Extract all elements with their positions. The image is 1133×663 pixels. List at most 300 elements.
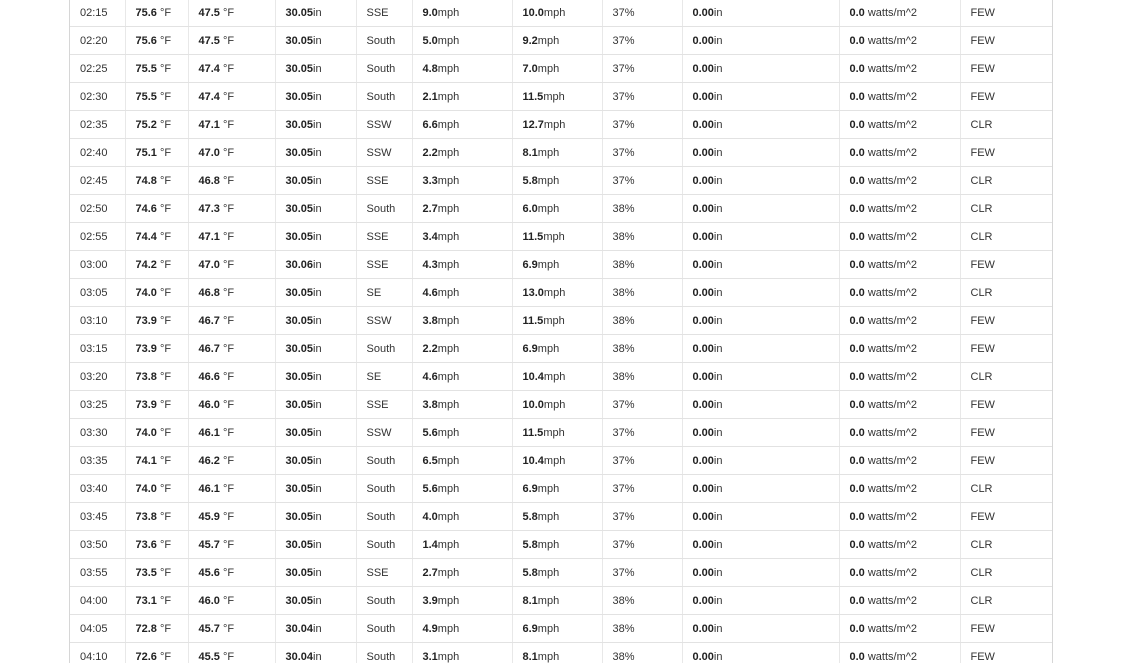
wind-direction-cell <box>356 643 412 663</box>
humidity-cell <box>602 503 682 531</box>
temperature-cell <box>125 307 188 335</box>
temperature-cell <box>125 139 188 167</box>
precip-value: 0.00 <box>692 482 714 495</box>
conditions-cell <box>960 643 1052 663</box>
solar-value: 0.0 <box>849 510 865 523</box>
solar-unit: watts/m^2 <box>867 230 918 243</box>
wind-gust-unit: mph <box>537 566 560 579</box>
pressure-unit: in <box>313 454 322 467</box>
dew-point-unit: °F <box>222 538 235 551</box>
wind-direction-text: SSE <box>366 230 389 243</box>
wind-gust-cell <box>512 27 602 55</box>
wind-speed-unit: mph <box>437 342 460 355</box>
pressure-value: 30.05 <box>285 34 314 47</box>
pressure-unit: in <box>313 62 322 75</box>
solar-unit: watts/m^2 <box>867 6 918 19</box>
solar-cell <box>839 643 960 663</box>
wind-gust-value: 8.1 <box>522 594 538 607</box>
dew-point-cell <box>188 111 275 139</box>
dew-point-unit: °F <box>222 6 235 19</box>
precip-value: 0.00 <box>692 202 714 215</box>
wind-gust-unit: mph <box>537 34 560 47</box>
humidity-text: 38% <box>612 622 635 635</box>
wind-direction-text: South <box>366 202 396 215</box>
solar-unit: watts/m^2 <box>867 482 918 495</box>
humidity-text: 37% <box>612 62 635 75</box>
humidity-cell <box>602 363 682 391</box>
dew-point-value: 47.1 <box>198 230 220 243</box>
solar-unit: watts/m^2 <box>867 202 918 215</box>
solar-value: 0.0 <box>849 398 865 411</box>
humidity-cell <box>602 335 682 363</box>
time-text: 02:40 <box>80 146 108 159</box>
humidity-text: 37% <box>612 398 635 411</box>
wind-gust-cell <box>512 531 602 559</box>
pressure-unit: in <box>313 286 322 299</box>
wind-speed-value: 2.2 <box>422 342 438 355</box>
temperature-unit: °F <box>159 146 172 159</box>
wind-speed-cell <box>412 419 512 447</box>
wind-direction-cell <box>356 111 412 139</box>
humidity-cell <box>602 55 682 83</box>
time-cell <box>70 167 125 195</box>
precip-cell <box>682 615 839 643</box>
time-text: 02:45 <box>80 174 108 187</box>
temperature-cell <box>125 251 188 279</box>
dew-point-value: 45.6 <box>198 566 220 579</box>
humidity-text: 38% <box>612 342 635 355</box>
time-text: 03:50 <box>80 538 108 551</box>
dew-point-value: 47.3 <box>198 202 220 215</box>
wind-direction-cell <box>356 447 412 475</box>
conditions-cell <box>960 419 1052 447</box>
pressure-value: 30.05 <box>285 174 314 187</box>
time-text: 03:25 <box>80 398 108 411</box>
conditions-text: CLR <box>970 482 993 495</box>
wind-gust-value: 6.9 <box>522 342 538 355</box>
pressure-value: 30.05 <box>285 594 314 607</box>
dew-point-unit: °F <box>222 118 235 131</box>
temperature-cell <box>125 447 188 475</box>
dew-point-value: 47.1 <box>198 118 220 131</box>
temperature-value: 72.8 <box>135 622 157 635</box>
temperature-cell <box>125 335 188 363</box>
wind-gust-cell <box>512 643 602 663</box>
dew-point-unit: °F <box>222 398 235 411</box>
solar-cell <box>839 83 960 111</box>
time-text: 03:05 <box>80 286 108 299</box>
dew-point-unit: °F <box>222 230 235 243</box>
time-text: 03:40 <box>80 482 108 495</box>
temperature-value: 74.8 <box>135 174 157 187</box>
dew-point-cell <box>188 419 275 447</box>
wind-direction-cell <box>356 0 412 27</box>
wind-speed-unit: mph <box>437 62 460 75</box>
pressure-cell <box>275 0 356 27</box>
humidity-text: 37% <box>612 146 635 159</box>
wind-gust-unit: mph <box>537 62 560 75</box>
precip-unit: in <box>713 454 723 467</box>
humidity-cell <box>602 447 682 475</box>
pressure-cell <box>275 223 356 251</box>
wind-direction-text: SSE <box>366 258 389 271</box>
wind-direction-text: South <box>366 594 396 607</box>
solar-cell <box>839 251 960 279</box>
precip-cell <box>682 0 839 27</box>
solar-unit: watts/m^2 <box>867 594 918 607</box>
dew-point-value: 45.5 <box>198 650 220 663</box>
precip-cell <box>682 447 839 475</box>
conditions-text: FEW <box>970 258 995 271</box>
wind-speed-unit: mph <box>437 314 460 327</box>
solar-cell <box>839 307 960 335</box>
solar-cell <box>839 587 960 615</box>
wind-gust-cell <box>512 0 602 27</box>
precip-cell <box>682 195 839 223</box>
solar-value: 0.0 <box>849 90 865 103</box>
time-cell <box>70 559 125 587</box>
table-row <box>70 363 1052 391</box>
time-text: 03:10 <box>80 314 108 327</box>
humidity-text: 37% <box>612 538 635 551</box>
wind-direction-cell <box>356 139 412 167</box>
precip-cell <box>682 335 839 363</box>
precip-unit: in <box>713 174 723 187</box>
wind-speed-cell <box>412 503 512 531</box>
solar-unit: watts/m^2 <box>867 62 918 75</box>
conditions-text: CLR <box>970 174 993 187</box>
solar-unit: watts/m^2 <box>867 426 918 439</box>
humidity-cell <box>602 531 682 559</box>
pressure-unit: in <box>313 650 322 663</box>
wind-direction-text: South <box>366 342 396 355</box>
conditions-text: CLR <box>970 230 993 243</box>
wind-gust-unit: mph <box>537 174 560 187</box>
wind-speed-cell <box>412 559 512 587</box>
conditions-cell <box>960 615 1052 643</box>
humidity-cell <box>602 139 682 167</box>
dew-point-unit: °F <box>222 174 235 187</box>
dew-point-cell <box>188 615 275 643</box>
table-row <box>70 447 1052 475</box>
solar-cell <box>839 475 960 503</box>
pressure-cell <box>275 335 356 363</box>
temperature-unit: °F <box>159 6 172 19</box>
time-text: 03:45 <box>80 510 108 523</box>
precip-value: 0.00 <box>692 90 714 103</box>
table-row <box>70 643 1052 663</box>
temperature-unit: °F <box>159 510 172 523</box>
temperature-cell <box>125 643 188 663</box>
precip-value: 0.00 <box>692 370 714 383</box>
pressure-value: 30.05 <box>285 6 314 19</box>
dew-point-value: 46.2 <box>198 454 220 467</box>
dew-point-value: 46.6 <box>198 370 220 383</box>
time-cell <box>70 279 125 307</box>
solar-cell <box>839 391 960 419</box>
dew-point-unit: °F <box>222 342 235 355</box>
temperature-value: 75.6 <box>135 6 157 19</box>
conditions-cell <box>960 251 1052 279</box>
pressure-cell <box>275 111 356 139</box>
wind-gust-unit: mph <box>537 622 560 635</box>
wind-direction-text: South <box>366 90 396 103</box>
conditions-text: CLR <box>970 370 993 383</box>
precip-value: 0.00 <box>692 174 714 187</box>
wind-direction-text: SSE <box>366 6 389 19</box>
dew-point-value: 46.8 <box>198 174 220 187</box>
wind-speed-value: 6.5 <box>422 454 438 467</box>
conditions-text: FEW <box>970 398 995 411</box>
dew-point-cell <box>188 223 275 251</box>
temperature-value: 74.2 <box>135 258 157 271</box>
humidity-text: 38% <box>612 650 635 663</box>
time-text: 02:15 <box>80 6 108 19</box>
solar-unit: watts/m^2 <box>867 650 918 663</box>
solar-value: 0.0 <box>849 6 865 19</box>
conditions-cell <box>960 195 1052 223</box>
conditions-text: FEW <box>970 146 995 159</box>
wind-direction-text: South <box>366 538 396 551</box>
dew-point-unit: °F <box>222 146 235 159</box>
wind-gust-value: 8.1 <box>522 146 538 159</box>
pressure-unit: in <box>313 594 322 607</box>
solar-cell <box>839 27 960 55</box>
humidity-text: 37% <box>612 6 635 19</box>
pressure-unit: in <box>313 314 322 327</box>
solar-cell <box>839 167 960 195</box>
time-text: 02:50 <box>80 202 108 215</box>
humidity-cell <box>602 223 682 251</box>
time-cell <box>70 335 125 363</box>
humidity-cell <box>602 111 682 139</box>
wind-speed-cell <box>412 391 512 419</box>
pressure-cell <box>275 307 356 335</box>
humidity-text: 38% <box>612 314 635 327</box>
temperature-unit: °F <box>159 370 172 383</box>
time-cell <box>70 307 125 335</box>
time-cell <box>70 587 125 615</box>
time-cell <box>70 475 125 503</box>
wind-gust-cell <box>512 391 602 419</box>
wind-direction-cell <box>356 55 412 83</box>
wind-speed-unit: mph <box>437 258 460 271</box>
precip-unit: in <box>713 342 723 355</box>
dew-point-unit: °F <box>222 258 235 271</box>
conditions-cell <box>960 55 1052 83</box>
precip-cell <box>682 391 839 419</box>
pressure-unit: in <box>313 258 322 271</box>
conditions-cell <box>960 83 1052 111</box>
time-cell <box>70 531 125 559</box>
wind-gust-value: 5.8 <box>522 174 538 187</box>
wind-gust-value: 8.1 <box>522 650 538 663</box>
wind-speed-value: 4.8 <box>422 62 438 75</box>
wind-direction-cell <box>356 167 412 195</box>
humidity-cell <box>602 167 682 195</box>
temperature-value: 74.0 <box>135 426 157 439</box>
pressure-unit: in <box>313 538 322 551</box>
wind-gust-cell <box>512 55 602 83</box>
wind-gust-unit: mph <box>543 370 566 383</box>
pressure-unit: in <box>313 370 322 383</box>
temperature-unit: °F <box>159 62 172 75</box>
wind-gust-cell <box>512 335 602 363</box>
solar-cell <box>839 55 960 83</box>
wind-gust-cell <box>512 167 602 195</box>
wind-gust-value: 10.0 <box>522 6 544 19</box>
conditions-text: FEW <box>970 342 995 355</box>
wind-gust-unit: mph <box>543 6 566 19</box>
wind-direction-text: SSW <box>366 426 392 439</box>
time-cell <box>70 0 125 27</box>
wind-speed-value: 3.1 <box>422 650 438 663</box>
temperature-unit: °F <box>159 538 172 551</box>
humidity-cell <box>602 279 682 307</box>
solar-value: 0.0 <box>849 258 865 271</box>
wind-direction-cell <box>356 503 412 531</box>
wind-gust-cell <box>512 363 602 391</box>
precip-unit: in <box>713 118 723 131</box>
wind-speed-value: 5.0 <box>422 34 438 47</box>
wind-gust-cell <box>512 307 602 335</box>
wind-speed-cell <box>412 139 512 167</box>
pressure-cell <box>275 615 356 643</box>
temperature-value: 72.6 <box>135 650 157 663</box>
table-row <box>70 279 1052 307</box>
precip-unit: in <box>713 566 723 579</box>
precip-value: 0.00 <box>692 398 714 411</box>
humidity-text: 38% <box>612 258 635 271</box>
wind-speed-unit: mph <box>437 454 460 467</box>
solar-value: 0.0 <box>849 538 865 551</box>
wind-direction-text: SSE <box>366 398 389 411</box>
pressure-unit: in <box>313 482 322 495</box>
temperature-value: 73.1 <box>135 594 157 607</box>
temperature-unit: °F <box>159 426 172 439</box>
wind-speed-value: 3.8 <box>422 314 438 327</box>
temperature-value: 74.4 <box>135 230 157 243</box>
wind-gust-value: 6.9 <box>522 482 538 495</box>
wind-speed-unit: mph <box>437 426 460 439</box>
wind-gust-cell <box>512 223 602 251</box>
wind-speed-cell <box>412 363 512 391</box>
wind-gust-value: 5.8 <box>522 538 538 551</box>
temperature-cell <box>125 475 188 503</box>
solar-cell <box>839 223 960 251</box>
humidity-cell <box>602 419 682 447</box>
conditions-text: FEW <box>970 454 995 467</box>
wind-direction-cell <box>356 27 412 55</box>
dew-point-value: 46.0 <box>198 594 220 607</box>
solar-unit: watts/m^2 <box>867 398 918 411</box>
solar-unit: watts/m^2 <box>867 370 918 383</box>
precip-cell <box>682 27 839 55</box>
temperature-unit: °F <box>159 286 172 299</box>
time-cell <box>70 195 125 223</box>
wind-gust-value: 11.5 <box>522 314 544 327</box>
conditions-cell <box>960 139 1052 167</box>
time-text: 02:35 <box>80 118 108 131</box>
pressure-cell <box>275 251 356 279</box>
wind-gust-unit: mph <box>543 90 565 103</box>
precip-unit: in <box>713 482 723 495</box>
time-cell <box>70 447 125 475</box>
time-text: 02:25 <box>80 62 108 75</box>
time-cell <box>70 223 125 251</box>
wind-gust-unit: mph <box>543 454 566 467</box>
wind-direction-text: South <box>366 650 396 663</box>
temperature-cell <box>125 419 188 447</box>
wind-speed-unit: mph <box>437 6 460 19</box>
wind-direction-cell <box>356 419 412 447</box>
time-cell <box>70 391 125 419</box>
wind-direction-text: SSW <box>366 314 392 327</box>
precip-cell <box>682 83 839 111</box>
dew-point-unit: °F <box>222 370 235 383</box>
temperature-cell <box>125 55 188 83</box>
humidity-text: 37% <box>612 118 635 131</box>
conditions-text: FEW <box>970 426 995 439</box>
temperature-value: 73.5 <box>135 566 157 579</box>
dew-point-cell <box>188 167 275 195</box>
precip-unit: in <box>713 594 723 607</box>
dew-point-cell <box>188 139 275 167</box>
dew-point-cell <box>188 643 275 663</box>
solar-unit: watts/m^2 <box>867 118 918 131</box>
humidity-text: 37% <box>612 174 635 187</box>
dew-point-cell <box>188 279 275 307</box>
temperature-unit: °F <box>159 90 172 103</box>
pressure-value: 30.05 <box>285 426 314 439</box>
dew-point-value: 46.0 <box>198 398 220 411</box>
conditions-cell <box>960 475 1052 503</box>
wind-gust-unit: mph <box>543 230 565 243</box>
wind-speed-unit: mph <box>437 650 460 663</box>
wind-speed-unit: mph <box>437 622 460 635</box>
humidity-cell <box>602 475 682 503</box>
conditions-cell <box>960 223 1052 251</box>
conditions-text: FEW <box>970 90 995 103</box>
dew-point-value: 47.0 <box>198 258 220 271</box>
precip-cell <box>682 251 839 279</box>
solar-unit: watts/m^2 <box>867 454 918 467</box>
wind-direction-cell <box>356 251 412 279</box>
dew-point-cell <box>188 0 275 27</box>
dew-point-unit: °F <box>222 62 235 75</box>
dew-point-unit: °F <box>222 622 235 635</box>
precip-unit: in <box>713 146 723 159</box>
temperature-value: 73.9 <box>135 398 157 411</box>
wind-gust-value: 5.8 <box>522 510 538 523</box>
temperature-cell <box>125 391 188 419</box>
precip-unit: in <box>713 510 723 523</box>
solar-unit: watts/m^2 <box>867 286 918 299</box>
wind-speed-value: 4.9 <box>422 622 438 635</box>
precip-value: 0.00 <box>692 6 714 19</box>
pressure-cell <box>275 55 356 83</box>
solar-unit: watts/m^2 <box>867 90 918 103</box>
precip-cell <box>682 223 839 251</box>
temperature-value: 75.6 <box>135 34 157 47</box>
precip-value: 0.00 <box>692 258 714 271</box>
temperature-value: 74.0 <box>135 286 157 299</box>
time-cell <box>70 615 125 643</box>
pressure-unit: in <box>313 566 322 579</box>
precip-cell <box>682 139 839 167</box>
time-cell <box>70 83 125 111</box>
wind-gust-value: 5.8 <box>522 566 538 579</box>
